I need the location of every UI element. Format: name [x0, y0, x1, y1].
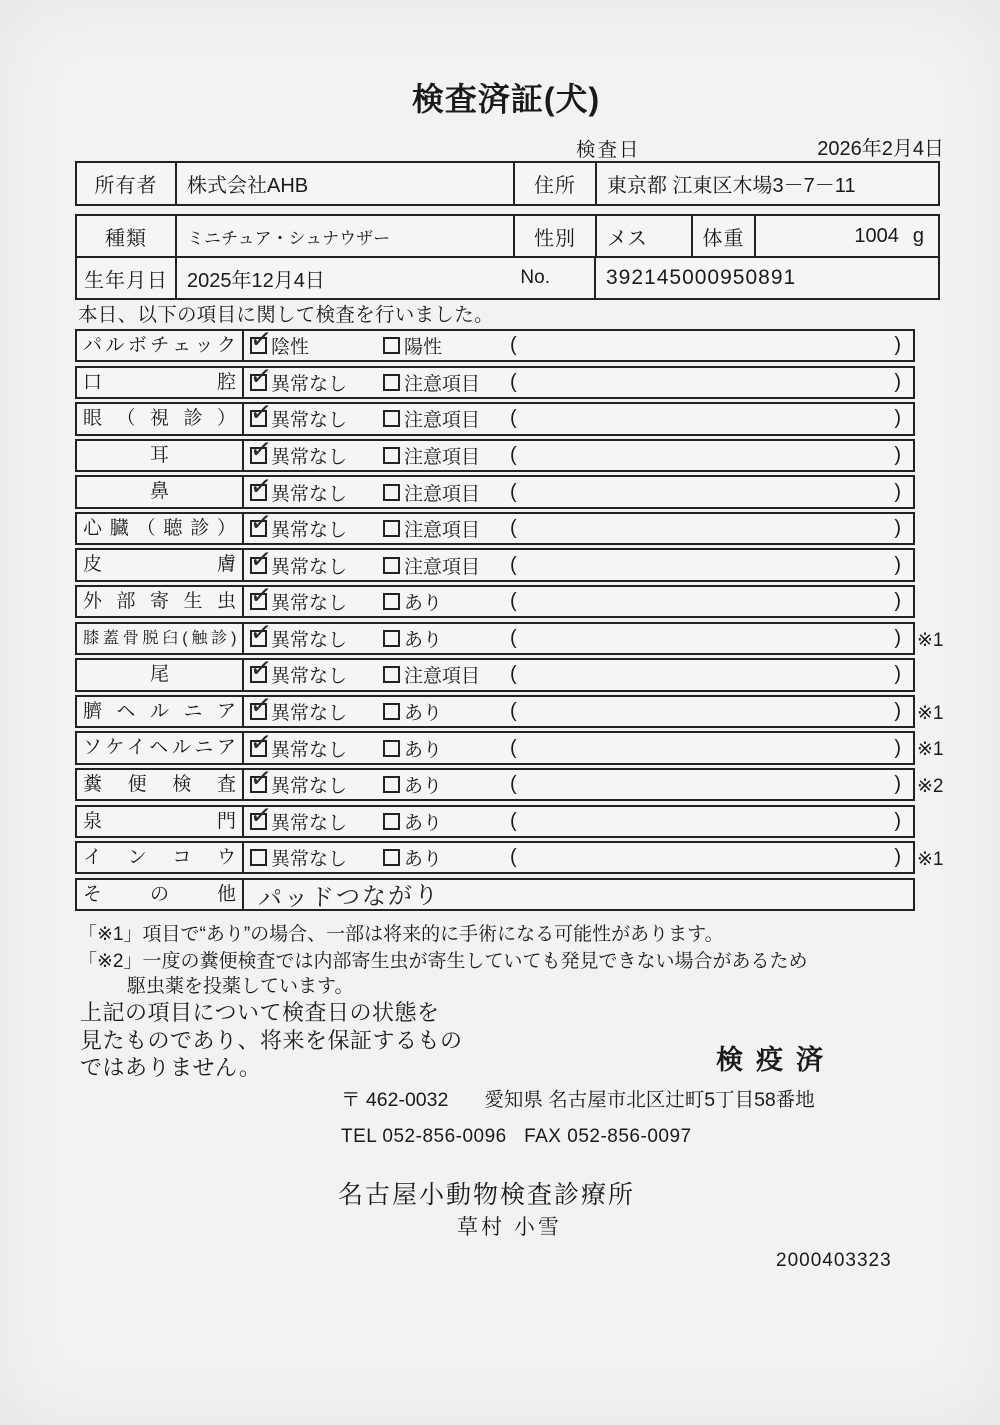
open-paren: (: [510, 809, 517, 832]
disclaimer-text: [80, 999, 463, 1082]
checklist-option: [383, 808, 510, 835]
option-label: 異常なし: [271, 556, 348, 578]
checklist-option: [250, 588, 383, 615]
close-paren: ): [894, 480, 901, 503]
open-paren: (: [510, 773, 517, 796]
checkbox-unchecked-icon: [383, 813, 400, 830]
checkbox-checked-icon: [250, 740, 267, 757]
owner-name-cell: 株式会社AHB: [177, 163, 515, 204]
checklist-row: [75, 475, 915, 508]
sex-value-cell: メス: [597, 216, 693, 256]
checklist-option: [250, 808, 383, 835]
checkbox-unchecked-icon: [383, 776, 400, 793]
option-label: 注意項目: [404, 483, 481, 505]
checklist-option: [383, 844, 510, 871]
option-label: 注意項目: [404, 666, 481, 688]
checklist-row-content: [244, 331, 913, 360]
examination-checklist: [75, 329, 944, 914]
checklist-option: [383, 771, 510, 798]
open-paren: (: [510, 517, 517, 540]
disclaimer-line-3: ではありません。: [80, 1055, 262, 1080]
close-paren: ): [894, 553, 901, 576]
sex-label-cell: 性別: [515, 216, 597, 256]
checkbox-checked-icon: [250, 630, 267, 647]
checklist-option: [250, 405, 383, 432]
checkbox-checked-icon: [250, 666, 267, 683]
close-paren: ): [894, 699, 901, 722]
checklist-row: [75, 329, 915, 362]
checklist-option: [383, 552, 510, 579]
checklist-option: [383, 588, 510, 615]
owner-label-cell: 所有者: [77, 163, 177, 204]
address-value-cell: 東京都 江東区木場3－7－11: [607, 175, 856, 197]
inspection-date-value: 2026年2月4日: [817, 138, 944, 160]
checklist-item-label: ソケイヘルニア: [77, 733, 244, 762]
checklist-row: [75, 695, 944, 728]
checklist-option: [250, 661, 383, 688]
checklist-option: [250, 771, 383, 798]
open-paren: (: [510, 590, 517, 613]
clinic-tel-fax: TEL 052-856-0096 FAX 052-856-0097: [341, 1126, 692, 1147]
option-label: 異常なし: [271, 812, 348, 834]
option-label: 異常なし: [271, 702, 348, 724]
checkbox-checked-icon: [250, 520, 267, 537]
checkbox-unchecked-icon: [383, 703, 400, 720]
checklist-row-content: [244, 368, 913, 397]
checklist-option: [383, 332, 510, 359]
clinic-name: 名古屋小動物検査診療所: [338, 1181, 636, 1209]
checklist-option: [383, 735, 510, 762]
checklist-option: [383, 661, 510, 688]
intro-sentence: 本日、以下の項目に関して検査を行いました。: [78, 304, 494, 326]
option-label: 異常なし: [271, 446, 348, 468]
close-paren: ): [894, 773, 901, 796]
checklist-row: [75, 731, 944, 764]
option-label: 陽性: [404, 337, 443, 359]
checklist-row: [75, 439, 915, 472]
checklist-row-content: [244, 770, 913, 799]
checklist-option: [250, 844, 383, 871]
checkbox-checked-icon: [250, 337, 267, 354]
open-paren: (: [510, 626, 517, 649]
disclaimer-line-2: 見たものであり、将来を保証するもの: [80, 1027, 463, 1053]
address-label-cell: 住所: [515, 163, 597, 204]
checklist-option: [250, 332, 383, 359]
checklist-row-content: [244, 733, 913, 762]
close-paren: ): [894, 846, 901, 869]
footnote-marker: ※1: [917, 629, 944, 651]
owner-table: [75, 161, 940, 206]
checklist-option: [250, 698, 383, 725]
option-label: 異常なし: [271, 593, 348, 615]
option-label: 異常なし: [271, 666, 348, 688]
checklist-option: [250, 552, 383, 579]
open-paren: (: [510, 370, 517, 393]
checkbox-unchecked-icon: [383, 666, 400, 683]
birthdate-number-row: [77, 258, 938, 298]
checklist-option: [383, 479, 510, 506]
veterinarian-name: 草村 小雪: [457, 1216, 562, 1239]
footnote-marker: ※1: [917, 702, 944, 724]
checklist-item-label: 外部寄生虫: [77, 587, 244, 616]
close-paren: ): [894, 590, 901, 613]
checklist-option: [250, 479, 383, 506]
checkbox-checked-icon: [250, 703, 267, 720]
checklist-row-content: [244, 807, 913, 836]
close-paren: ): [894, 663, 901, 686]
footnote-1: 「※1」項目で“あり”の場合、一部は将来的に手術になる可能性があります。: [78, 924, 724, 945]
checklist-row: [75, 841, 944, 874]
open-paren: (: [510, 846, 517, 869]
option-label: あり: [404, 849, 443, 871]
birthdate-label-cell: 生年月日: [77, 258, 177, 298]
handwritten-note: パッドつながり: [257, 880, 441, 913]
checklist-row-content: [244, 660, 913, 689]
birthdate-value-cell: [177, 258, 596, 298]
open-paren: (: [510, 407, 517, 430]
checklist-row: [75, 658, 915, 691]
checklist-row: [75, 366, 915, 399]
checkbox-checked-icon: [250, 557, 267, 574]
checklist-row: [75, 768, 944, 801]
checklist-option: [250, 625, 383, 652]
option-label: 注意項目: [404, 373, 481, 395]
close-paren: ): [894, 736, 901, 759]
checklist-item-label: 糞便検査: [77, 770, 244, 799]
open-paren: (: [510, 553, 517, 576]
close-paren: ): [894, 809, 901, 832]
checkbox-checked-icon: [250, 447, 267, 464]
checklist-row-content: [244, 697, 913, 726]
open-paren: (: [510, 480, 517, 503]
inspection-date-label: 検査日: [576, 139, 641, 161]
option-label: 異常なし: [271, 776, 348, 798]
clinic-postal-line: [341, 1084, 815, 1112]
checkbox-checked-icon: [250, 593, 267, 610]
checklist-item-label: 尾: [77, 660, 244, 689]
checklist-option: [250, 442, 383, 469]
checklist-row: [75, 548, 915, 581]
open-paren: (: [510, 736, 517, 759]
checklist-option: [383, 625, 510, 652]
checklist-row: [75, 805, 915, 838]
weight-label-cell: 体重: [693, 216, 756, 256]
animal-table: [75, 214, 940, 300]
option-label: 異常なし: [271, 410, 348, 432]
checklist-item-label: 臍ヘルニア: [77, 697, 244, 726]
open-paren: (: [510, 443, 517, 466]
option-label: 異常なし: [271, 520, 348, 542]
clinic-address: 愛知県 名古屋市北区辻町5丁目58番地: [484, 1089, 815, 1111]
checklist-item-label: 口腔: [77, 368, 244, 397]
checkbox-unchecked-icon: [383, 374, 400, 391]
checkbox-checked-icon: [250, 776, 267, 793]
footnote-2-continued: 駆虫薬を投薬しています。: [127, 976, 354, 997]
checklist-option: [250, 515, 383, 542]
close-paren: ): [894, 517, 901, 540]
close-paren: ): [894, 407, 901, 430]
footnote-marker: ※2: [917, 775, 944, 797]
checklist-row-content: [244, 843, 913, 872]
checklist-row-content: [244, 587, 913, 616]
checklist-row-content: [244, 624, 913, 653]
checkbox-unchecked-icon: [383, 484, 400, 501]
document-title: 検査済証(犬): [411, 81, 601, 117]
checklist-item-label: パルボチェック: [77, 331, 244, 360]
checkbox-unchecked-icon: [383, 520, 400, 537]
breed-sex-weight-row: [77, 216, 938, 258]
checklist-option: [250, 735, 383, 762]
checklist-option: [383, 515, 510, 542]
weight-unit: g: [912, 224, 924, 247]
breed-value-cell: ミニチュア・シュナウザー: [177, 216, 515, 256]
option-label: あり: [404, 776, 443, 798]
option-label: あり: [404, 629, 443, 651]
checkbox-unchecked-icon: [383, 557, 400, 574]
birthdate-value: 2025年12月4日: [187, 269, 325, 292]
option-label: 異常なし: [271, 849, 348, 871]
option-label: 注意項目: [404, 446, 481, 468]
checklist-row: [75, 512, 915, 545]
weight-value-cell: [756, 216, 938, 256]
checklist-row: [75, 402, 915, 435]
checklist-row-content: [244, 880, 913, 913]
checklist-row-content: [244, 441, 913, 470]
checkbox-unchecked-icon: [250, 849, 267, 866]
checkbox-checked-icon: [250, 484, 267, 501]
serial-number: 2000403323: [776, 1250, 892, 1271]
disclaimer-line-1: 上記の項目について検査日の状態を: [80, 1000, 440, 1025]
option-label: 異常なし: [271, 739, 348, 761]
checklist-item-label: 鼻: [77, 477, 244, 506]
checklist-row-content: [244, 404, 913, 433]
checklist-option: [383, 698, 510, 725]
footnote-2: 「※2」一度の糞便検査では内部寄生虫が寄生していても発見できない場合があるため: [78, 951, 808, 972]
quarantine-stamp: 検疫済: [716, 1045, 836, 1075]
checklist-row: [75, 585, 915, 618]
option-label: 異常なし: [271, 483, 348, 505]
checklist-item-label: 眼（視診）: [77, 404, 244, 433]
checkbox-checked-icon: [250, 813, 267, 830]
checklist-row-content: [244, 514, 913, 543]
checklist-item-label: 耳: [77, 441, 244, 470]
checkbox-unchecked-icon: [383, 337, 400, 354]
open-paren: (: [510, 699, 517, 722]
close-paren: ): [894, 334, 901, 357]
option-label: あり: [404, 739, 443, 761]
checklist-item-label: その他: [77, 880, 244, 909]
checklist-row: [75, 622, 944, 655]
number-value-cell: 392145000950891: [606, 266, 797, 289]
checklist-option: [383, 405, 510, 432]
footnote-marker: ※1: [917, 739, 944, 761]
checklist-item-label: 膝蓋骨脱臼(触診): [77, 624, 244, 653]
checklist-row-content: [244, 477, 913, 506]
checkbox-checked-icon: [250, 374, 267, 391]
option-label: 注意項目: [404, 410, 481, 432]
checkbox-unchecked-icon: [383, 447, 400, 464]
checklist-item-label: 心臓（聴診）: [77, 514, 244, 543]
checklist-item-label: 皮膚: [77, 550, 244, 579]
option-label: 注意項目: [404, 520, 481, 542]
open-paren: (: [510, 663, 517, 686]
checkbox-unchecked-icon: [383, 630, 400, 647]
weight-number: 1004: [854, 224, 899, 247]
owner-row: [77, 163, 938, 204]
open-paren: (: [510, 334, 517, 357]
number-label: No.: [520, 267, 550, 288]
option-label: 注意項目: [404, 556, 481, 578]
option-label: 異常なし: [271, 373, 348, 395]
checklist-option: [383, 442, 510, 469]
checklist-row: [75, 878, 915, 911]
checklist-item-label: 泉門: [77, 807, 244, 836]
checkbox-unchecked-icon: [383, 410, 400, 427]
close-paren: ): [894, 626, 901, 649]
option-label: 異常なし: [271, 629, 348, 651]
option-label: あり: [404, 593, 443, 615]
checklist-option: [383, 369, 510, 396]
checklist-option: [250, 369, 383, 396]
close-paren: ): [894, 443, 901, 466]
breed-label-cell: 種類: [77, 216, 177, 256]
checkbox-unchecked-icon: [383, 849, 400, 866]
checkbox-unchecked-icon: [383, 593, 400, 610]
option-label: 陰性: [271, 337, 310, 359]
checklist-row-content: [244, 550, 913, 579]
footnote-marker: ※1: [917, 849, 944, 871]
checklist-item-label: インコウ: [77, 843, 244, 872]
option-label: あり: [404, 812, 443, 834]
postal-code: 〒 462-0032: [341, 1089, 449, 1111]
checkbox-unchecked-icon: [383, 740, 400, 757]
checkbox-checked-icon: [250, 410, 267, 427]
close-paren: ): [894, 370, 901, 393]
option-label: あり: [404, 702, 443, 724]
